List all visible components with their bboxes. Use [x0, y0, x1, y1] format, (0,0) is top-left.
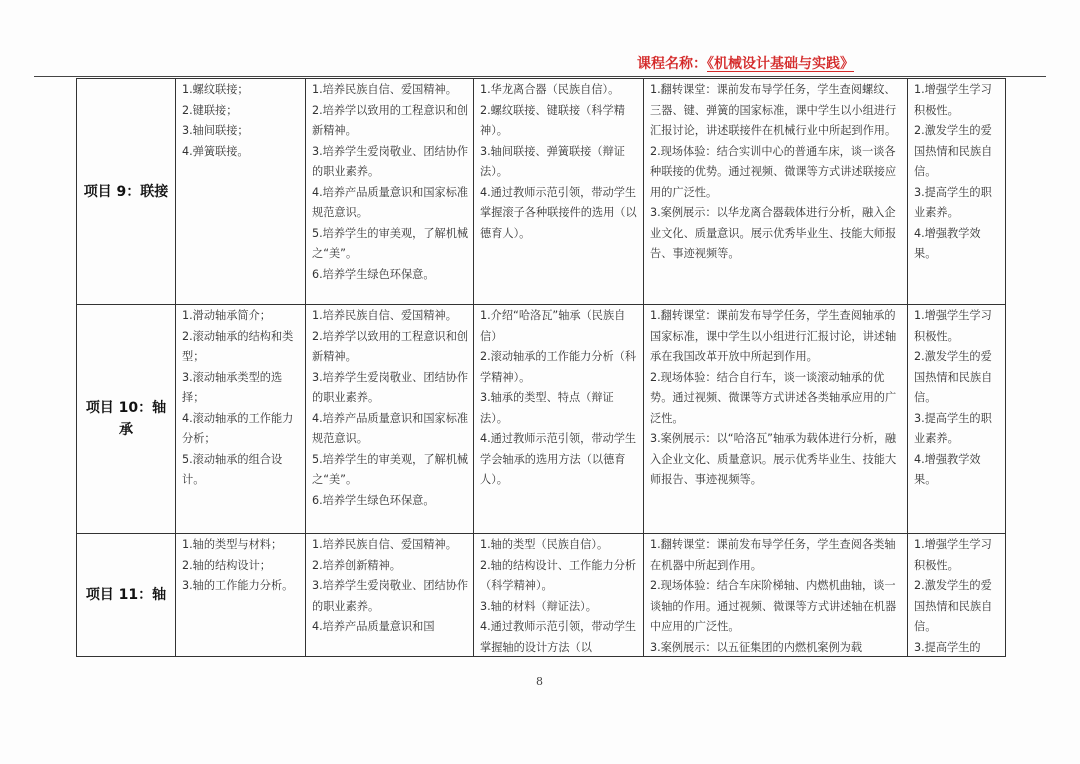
cell-line: 1.增强学生学习积极性。	[914, 309, 992, 343]
cell-line: 1.增强学生学习积极性。	[914, 83, 992, 117]
table-row	[77, 305, 1006, 534]
cell-line: 4.通过教师示范引领，带动学生学会轴承的选用方法（以德育人）。	[480, 432, 637, 486]
cell-line: 3.案例展示：以五征集团的内燃机案例为载	[650, 640, 863, 654]
cell-line: 3.培养学生爱岗敬业、团结协作的职业素养。	[312, 144, 469, 178]
cell-line: 1.翻转课堂：课前发布导学任务，学生查阅螺纹、三器、键、弹簧的国家标准，课中学生以小组进行汇报讨论，讲述联接件在机械行业中所起到作用。	[650, 83, 897, 137]
ideology-points-cell	[474, 305, 644, 534]
cell-line: 2.激发学生的爱国热情和民族自信。	[914, 124, 993, 178]
cell-line: 3.培养学生爱岗敬业、团结协作的职业素养。	[312, 370, 469, 404]
cell-line: 3.轴的材料（辩证法）。	[480, 599, 597, 613]
cell-line: 3.轴的工作能力分析。	[182, 579, 294, 592]
cell-line: 1.增强学生学习积极性。	[914, 538, 992, 572]
cell-line: 2.培养学以致用的工程意识和创新精神。	[312, 329, 469, 363]
cell-line: 4.通过教师示范引领，带动学生掌握滚子各种联接件的选用（以德育人）。	[480, 185, 637, 240]
goals-cell	[306, 79, 474, 305]
ideology-points-cell	[474, 79, 644, 305]
cell-line: 4.弹簧联接。	[182, 144, 249, 158]
cell-line: 6.培养学生绿色环保意。	[312, 493, 435, 507]
cell-line: 1.华龙离合器（民族自信）。	[480, 83, 620, 96]
cell-line: 3.滚动轴承类型的选择；	[182, 370, 283, 404]
cell-line: 5.培养学生的审美观，了解机械之“美”。	[312, 226, 469, 260]
cell-line: 1.轴的类型（民族自信）。	[480, 538, 609, 551]
effects-cell	[908, 305, 1006, 534]
content-cell	[176, 534, 306, 657]
course-label: 课程名称：	[637, 56, 707, 72]
cell-line: 4.培养产品质量意识和国家标准规范意识。	[312, 185, 469, 219]
methods-cell	[644, 534, 908, 657]
cell-line: 4.通过教师示范引领，带动学生掌握轴的设计方法（以	[480, 620, 637, 654]
cell-line: 2.现场体验：结合车床阶梯轴、内燃机曲轴，谈一谈轴的作用。通过视频、微课等方式讲述轴在机器中应用的广泛性。	[650, 579, 897, 633]
cell-line: 3.轴间联接、弹簧联接（辩证法）。	[480, 144, 625, 178]
cell-line: 1.螺纹联接；	[182, 83, 249, 96]
cell-line: 2.轴的结构设计、工作能力分析（科学精神）。	[480, 558, 637, 592]
content-cell	[176, 305, 306, 534]
cell-line: 3.案例展示：以“哈洛瓦”轴承为载体进行分析，融入企业文化、质量意识。展示优秀毕业生、技能大师报告、事迹视频等。	[650, 432, 897, 486]
cell-line: 4.滚动轴承的工作能力分析；	[182, 411, 294, 445]
cell-line: 2.现场体验：结合实训中心的普通车床，谈一谈各种联接的优势。通过视频、微课等方式讲述联接应用的广泛性。	[650, 144, 897, 199]
goals-cell	[306, 305, 474, 534]
cell-line: 5.滚动轴承的组合设计。	[182, 452, 283, 486]
cell-line: 1.滑动轴承简介；	[182, 309, 271, 322]
cell-line: 4.增强教学效果。	[914, 226, 981, 260]
methods-cell	[644, 79, 908, 305]
table-row	[77, 534, 1006, 657]
table-row	[77, 79, 1006, 305]
cell-line: 4.培养产品质量意识和国	[312, 620, 435, 633]
cell-line: 2.培养学以致用的工程意识和创新精神。	[312, 103, 469, 137]
cell-line: 2.键联接；	[182, 103, 238, 117]
cell-line: 1.培养民族自信、爱国精神。	[312, 538, 457, 551]
cell-line: 2.轴的结构设计；	[182, 558, 271, 572]
effects-cell	[908, 534, 1006, 657]
cell-line: 3.提高学生的职业素养。	[914, 185, 992, 219]
cell-line: 2.螺纹联接、键联接（科学精神）。	[480, 103, 625, 137]
cell-line: 1.翻转课堂：课前发布导学任务，学生查阅轴承的国家标准，课中学生以小组进行汇报讨论，讲述轴承在我国改革开放中所起到作用。	[650, 309, 897, 363]
methods-cell	[644, 305, 908, 534]
cell-line: 2.激发学生的爱国热情和民族自信。	[914, 350, 993, 404]
cell-line: 3.轴承的类型、特点（辩证法）。	[480, 391, 614, 425]
project-title: 项目 11：轴	[77, 534, 176, 657]
page-number: 8	[536, 675, 543, 688]
content-cell	[176, 79, 306, 305]
header-rule	[34, 76, 1046, 77]
cell-line: 2.滚动轴承的工作能力分析（科学精神）。	[480, 350, 637, 384]
cell-line: 2.激发学生的爱国热情和民族自信。	[914, 579, 993, 633]
cell-line: 3.提高学生的职业素养。	[914, 411, 992, 445]
cell-line: 1.翻转课堂：课前发布导学任务，学生查阅各类轴在机器中所起到作用。	[650, 538, 896, 572]
cell-line: 3.轴间联接；	[182, 124, 249, 137]
curriculum-table	[76, 78, 1006, 657]
goals-cell	[306, 534, 474, 657]
cell-line: 3.案例展示：以华龙离合器载体进行分析，融入企业文化、质量意识。展示优秀毕业生、技能大师报告、事迹视频等。	[650, 206, 897, 260]
project-title: 项目 10：轴承	[77, 305, 176, 534]
cell-line: 1.培养民族自信、爱国精神。	[312, 309, 457, 322]
cell-line: 2.培养创新精神。	[312, 558, 401, 572]
effects-cell	[908, 79, 1006, 305]
ideology-points-cell	[474, 534, 644, 657]
cell-line: 3.提高学生的	[914, 640, 981, 654]
course-header	[637, 53, 854, 73]
course-name: 《机械设计基础与实践》	[707, 56, 854, 72]
cell-line: 6.培养学生绿色环保意。	[312, 267, 435, 281]
cell-line: 1.培养民族自信、爱国精神。	[312, 83, 457, 96]
cell-line: 2.滚动轴承的结构和类型；	[182, 329, 294, 363]
cell-line: 4.增强教学效果。	[914, 452, 981, 486]
cell-line: 1.介绍“哈洛瓦”轴承（民族自信）	[480, 309, 626, 343]
cell-line: 2.现场体验：结合自行车，谈一谈滚动轴承的优势。通过视频、微课等方式讲述各类轴承应用的广泛性。	[650, 370, 897, 425]
cell-line: 4.培养产品质量意识和国家标准规范意识。	[312, 411, 469, 445]
cell-line: 1.轴的类型与材料；	[182, 538, 283, 551]
cell-line: 3.培养学生爱岗敬业、团结协作的职业素养。	[312, 579, 469, 613]
cell-line: 5.培养学生的审美观，了解机械之“美”。	[312, 452, 469, 486]
project-title: 项目 9：联接	[77, 79, 176, 305]
